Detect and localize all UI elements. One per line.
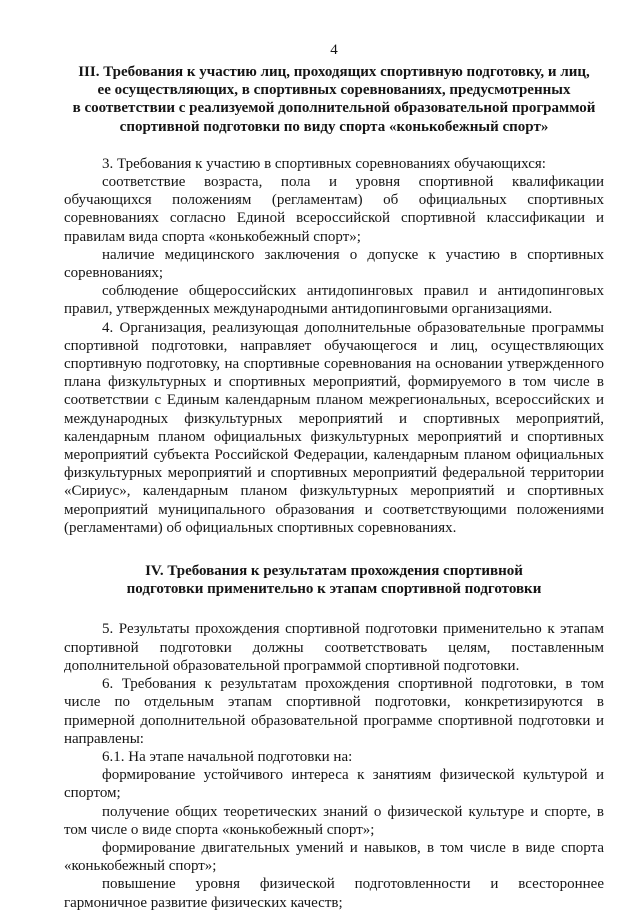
section-4-body bbox=[64, 620, 604, 911]
paragraph-6: 6. Требования к результатам прохождения спортивной подготовки, в том числе по отдельным этапам спортивной подготовки, конкретизируются в примерной дополнительной образовательной программе спортивной подготовки и направлены: bbox=[64, 676, 604, 747]
page-number: 4 bbox=[330, 42, 338, 58]
section-3-heading-line: III. Требования к участию лиц, проходящих спортивную подготовку, и лиц, bbox=[78, 64, 590, 80]
paragraph-3-item-medical: наличие медицинского заключения о допуске к участию в спортивных соревнованиях; bbox=[64, 246, 604, 282]
section-3-heading-line: в соответствии с реализуемой дополнительной образовательной программой bbox=[72, 100, 596, 117]
section-3-body bbox=[64, 155, 604, 537]
section-4-heading-line: подготовки применительно к этапам спортивной подготовки bbox=[126, 581, 542, 598]
paragraph-6-1-item-fitness: повышение уровня физической подготовленности и всестороннее гармоничное развитие физических качеств; bbox=[64, 876, 604, 911]
section-4-heading-line: IV. Требования к результатам прохождения спортивной bbox=[145, 563, 523, 580]
section-3-heading-line: ее осуществляющих, в спортивных соревнованиях, предусмотренных bbox=[97, 82, 571, 99]
paragraph-3: 3. Требования к участию в спортивных соревнованиях обучающихся: bbox=[102, 155, 546, 172]
paragraph-5: 5. Результаты прохождения спортивной подготовки применительно к этапам спортивной подготовки должны соответствовать целям, поставленным дополнительной образовательной программой спортивной подготовки. bbox=[64, 621, 604, 674]
section-3-heading-line: спортивной подготовки по виду спорта «конькобежный спорт» bbox=[119, 118, 549, 135]
paragraph-3-item-antidoping: соблюдение общероссийских антидопинговых правил и антидопинговых правил, утвержденных международными антидопинговыми организациями. bbox=[64, 283, 604, 318]
paragraph-6-1-item-knowledge: получение общих теоретических знаний о физической культуре и спорте, в том числе о виде спорта «конькобежный спорт»; bbox=[64, 803, 604, 838]
section-4-heading bbox=[64, 562, 604, 598]
paragraph-3-item-age: соответствие возраста, пола и уровня спортивной квалификации обучающихся положениям (регламентам) об официальных спортивных соревнованиях согласно Единой всероссийской спортивной классификации и правилам вида спорта «конькобежный спорт»; bbox=[64, 174, 604, 245]
paragraph-6-1-item-interest: формирование устойчивого интереса к занятиям физической культурой и спортом; bbox=[64, 767, 604, 802]
paragraph-4: 4. Организация, реализующая дополнительные образовательные программы спортивной подготовки, направляет обучающегося и лиц, осуществляющих спортивную подготовку, на спортивные соревнования на основании утвержденного плана физкультурных и спортивных мероприятий, формируемого в том числе в соответствии с Единым календарным планом межрегиональных, всероссийских и международных физкультурных мероприятий и спортивных мероприятий, календарным планом официальных физкультурных мероприятий и спортивных мероприятий субъекта Российской Федерации, календарным планом официальных физкультурных мероприятий и спортивных мероприятий федеральной территории «Сириус», календарным планом физкультурных мероприятий и спортивных мероприятий муниципального образования и соответствующими положениями (регламентами) об официальных спортивных соревнованиях. bbox=[64, 319, 604, 536]
paragraph-6-1-item-skills: формирование двигательных умений и навыков, в том числе в виде спорта «конькобежный спорт»; bbox=[64, 839, 604, 875]
paragraph-6-1: 6.1. На этапе начальной подготовки на: bbox=[102, 748, 353, 765]
section-3-heading bbox=[64, 63, 604, 136]
